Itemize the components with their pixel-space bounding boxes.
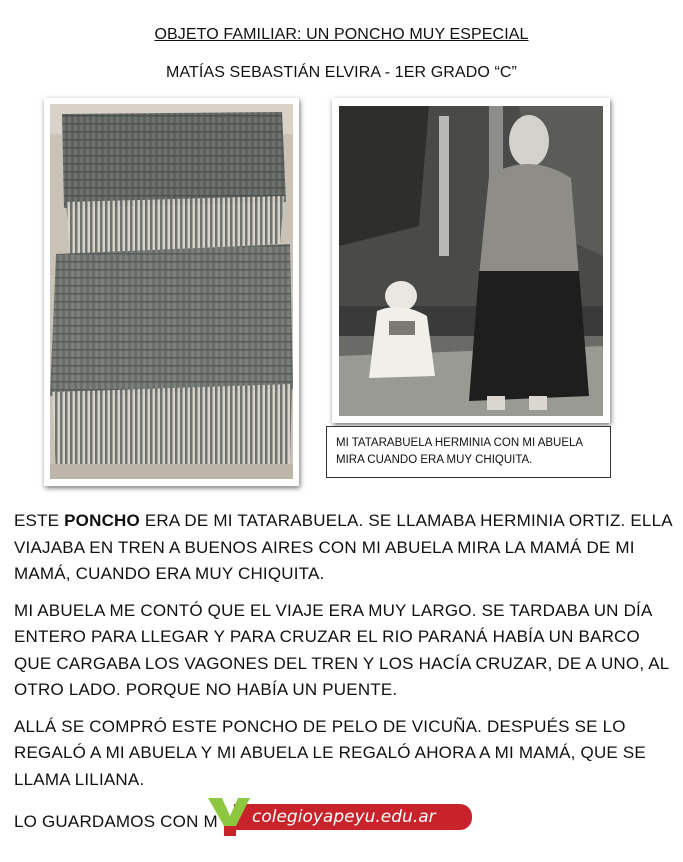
paragraph-3: ALLÁ SE COMPRÓ ESTE PONCHO DE PELO DE VICUÑA. DESPUÉS SE LO REGALÓ A MI ABUELA Y MI ABUELA LE REGALÓ AHORA A MI MAMÁ, QUE SE LLAMA LILIANA. [14,716,646,789]
paragraph-2: MI ABUELA ME CONTÓ QUE EL VIAJE ERA MUY LARGO. SE TARDABA UN DÍA ENTERO PARA LLEGAR Y PARA CRUZAR EL RIO PARANÁ HABÍA UN BARCO QUE CARGABA LOS VAGONES DEL TREN Y LOS HACÍA CRUZAR, DE A UNO, AL OTRO LADO. PORQUE NO HABÍA UN PUENTE. [14,600,669,699]
page-subtitle: MATÍAS SEBASTIÁN ELVIRA - 1ER GRADO “C” [166,64,517,81]
watermark [204,796,489,838]
family-photo-icon [339,106,603,416]
poncho-photo-icon [50,104,293,479]
caption-line-2: MIRA CUANDO ERA MUY CHIQUITA. [336,454,533,466]
paragraph-1-bold: PONCHO [64,511,140,530]
colegio-logo-icon [204,796,252,838]
paragraph-1-rest: ERA DE MI TATARABUELA. SE LLAMABA HERMINIA ORTIZ. ELLA VIAJABA EN TREN A BUENOS AIRES CON MI ABUELA MIRA LA MAMÁ DE MI MAMÁ, CUANDO ERA MUY CHIQUITA. [14,511,672,583]
caption-line-1: MI TATARABUELA HERMINIA CON MI ABUELA [336,437,584,449]
page-title: OBJETO FAMILIAR: UN PONCHO MUY ESPECIAL [154,26,529,43]
family-photo [332,98,610,423]
story-text [14,508,678,803]
watermark-text: colegioyapeyu.edu.ar [234,804,472,830]
photo-caption [326,426,611,478]
poncho-photo [44,98,299,486]
paragraph-4: LO GUARDAMOS CON M [14,812,218,831]
paragraph-1 [14,508,678,588]
paragraph-1-start: ESTE [14,511,65,530]
